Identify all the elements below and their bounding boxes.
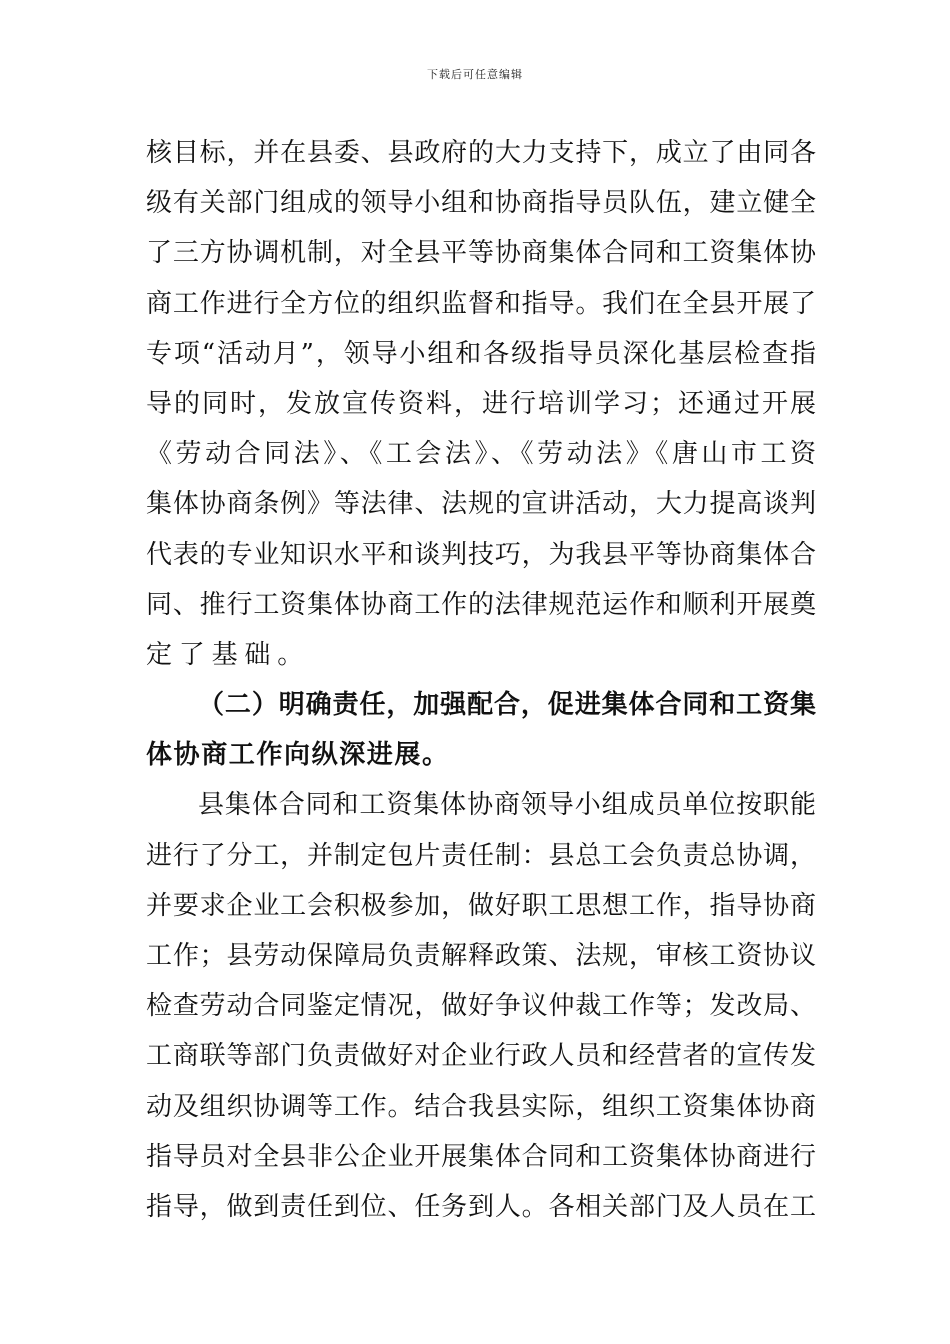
text-line: 县集体合同和工资集体协商领导小组成员单位按职能 — [198, 790, 816, 821]
text-line: 导的同时，发放宣传资料，进行培训学习；还通过开展 — [146, 388, 816, 419]
text-line: 动及组织协调等工作。结合我县实际，组织工资集体协商 — [146, 1091, 816, 1122]
text-line: 进行了分工，并制定包片责任制：县总工会负责总协调， — [146, 840, 816, 871]
text-line: 商工作进行全方位的组织监督和指导。我们在全县开展了 — [146, 288, 816, 319]
text-line: 检查劳动合同鉴定情况，做好争议仲裁工作等；发改局、 — [146, 991, 816, 1022]
text-line: 同、推行工资集体协商工作的法律规范运作和顺利开展奠 — [146, 589, 816, 620]
section-heading — [146, 680, 816, 780]
text-line: 级有关部门组成的领导小组和协商指导员队伍，建立健全 — [146, 188, 816, 219]
text-line: 核目标，并在县委、县政府的大力支持下，成立了由同各 — [146, 138, 816, 168]
heading-line: （二）明确责任，加强配合，促进集体合同和工资集 — [198, 690, 816, 721]
paragraph-1 — [146, 128, 816, 680]
text-line: 工商联等部门负责做好对企业行政人员和经营者的宣传发 — [146, 1041, 816, 1072]
text-line: 指导员对全县非公企业开展集体合同和工资集体协商进行 — [146, 1141, 816, 1172]
text-line: 并要求企业工会积极参加，做好职工思想工作，指导协商 — [146, 890, 816, 921]
text-line: 了三方协调机制，对全县平等协商集体合同和工资集体协 — [146, 238, 816, 269]
text-line: 专项“活动月”，领导小组和各级指导员深化基层检查指 — [146, 338, 816, 369]
text-line: 代表的专业知识水平和谈判技巧，为我县平等协商集体合 — [146, 539, 816, 570]
text-line: 《劳动合同法》、《工会法》、《劳动法》《唐山市工资 — [146, 439, 816, 470]
text-line: 工作；县劳动保障局负责解释政策、法规，审核工资协议 — [146, 941, 816, 971]
paragraph-2 — [146, 780, 816, 1232]
text-line: 集体协商条例》等法律、法规的宣讲活动，大力提高谈判 — [146, 489, 816, 520]
text-line: 指导，做到责任到位、任务到人。各相关部门及人员在工 — [146, 1191, 816, 1222]
document-body — [146, 128, 816, 1232]
page-header: 下载后可任意编辑 — [427, 68, 523, 81]
heading-line: 体协商工作向纵深进展。 — [146, 740, 450, 771]
text-line: 定了基础。 — [146, 639, 311, 670]
